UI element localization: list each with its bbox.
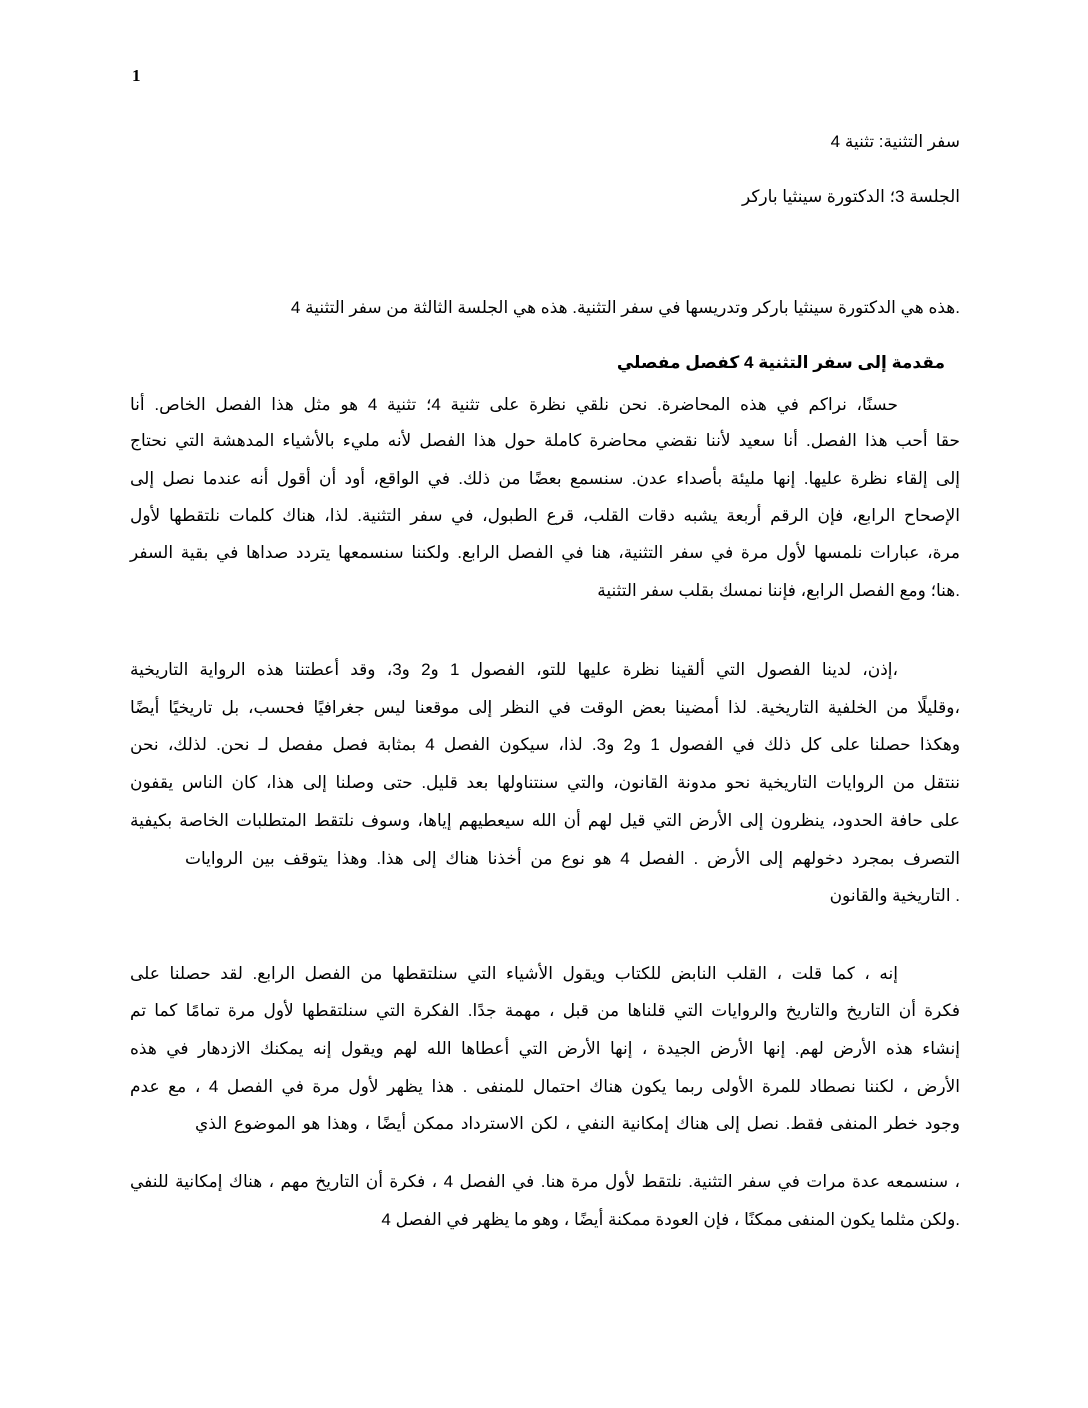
paragraph-line: .هنا؛ ومع الفصل الرابع، فإننا نمسك بقلب سفر التثنية [597, 581, 960, 600]
section-heading: مقدمة إلى سفر التثنية 4 كفصل مفصلي [616, 353, 945, 372]
paragraph-line: الأرض ، لكننا نصطاد للمرة الأولى ربما يكون هناك احتمال للمنفى . هذا يظهر لأول مرة في الفصل 4 ، مع عدم [130, 1077, 960, 1096]
paragraph-line: وجود خطر المنفى فقط. نصل إلى هناك إمكانية النفي ، لكن الاسترداد ممكن أيضًا ، وهذا هو الموضوع الذي [195, 1114, 960, 1133]
paragraph-line: الإصحاح الرابع، فإن الرقم أربعة يشبه دقات القلب، قرع الطبول، في سفر التثنية. لذا، هناك كلمات نلتقطها لأول [130, 506, 960, 525]
paragraph-line: إنشاء هذه الأرض لهم. إنها الأرض الجيدة ، إنها الأرض التي أعطاها الله لهم ويقول إنه يمكنك الازدهار في هذه [130, 1039, 960, 1058]
paragraph-line: إلى إلقاء نظرة عليها. إنها مليئة بأصداء عدن. سنسمع بعضًا من ذلك. في الواقع، أود أن أقول أنه عندما نصل إلى [130, 469, 960, 488]
paragraph-line: .ولكن مثلما يكون المنفى ممكنًا ، فإن العودة ممكنة أيضًا ، وهو ما يظهر في الفصل 4 [381, 1210, 960, 1229]
paragraph-line: فكرة أن التاريخ والتاريخ والروايات التي قلناها من قبل ، مهمة جدًا. الفكرة التي سنلتقطها لأول مرة تمامًا كما تم [130, 1001, 960, 1020]
paragraph-line: حقا أحب هذا الفصل. أنا سعيد لأننا نقضي محاضرة كاملة حول هذا الفصل لأنه مليء بالأشياء المدهشة التي نحتاج [130, 431, 960, 450]
paragraph-line: ،إذن، لدينا الفصول التي ألقينا نظرة عليها للتو، الفصول 1 و2 و3، وقد أعطتنا هذه الرواية التاريخية [130, 660, 898, 679]
paragraph-line: ،وقليلًا من الخلفية التاريخية. لذا أمضينا بعض الوقت في النظر إلى موقعنا ليس جغرافيًا فحسب، بل تاريخيًا أيضًا [130, 698, 960, 717]
paragraph-line: على حافة الحدود، ينظرون إلى الأرض التي قيل لهم أن الله سيعطيهم إياها، وسوف نلتقط المتطلبات الخاصة بكيفية [130, 811, 960, 830]
page-number: 1 [132, 66, 141, 85]
paragraph-line: وهكذا حصلنا على كل ذلك في الفصول 1 و2 و3. لذا، سيكون الفصل 4 بمثابة فصل مفصل لـ نحن. لذلك، نحن [130, 735, 961, 754]
document-subtitle: الجلسة 3؛ الدكتورة سينثيا باركر [741, 187, 960, 206]
paragraph-line: التصرف بمجرد دخولهم إلى الأرض . الفصل 4 هو نوع من أخذنا هناك إلى هذا. وهذا يتوقف بين الروايات [185, 849, 960, 868]
intro-sentence: .هذه هي الدكتورة سينثيا باركر وتدريسها في سفر التثنية. هذه هي الجلسة الثالثة من سفر التثنية 4 [290, 298, 960, 317]
paragraph-line: حسنًا، نراكم في هذه المحاضرة. نحن نلقي نظرة على تثنية 4؛ تثنية 4 هو مثل هذا الفصل الخاص. أنا [130, 395, 898, 414]
paragraph-line: . التاريخية والقانون [829, 886, 960, 905]
paragraph-line: إنه ، كما قلت ، القلب النابض للكتاب ويقول الأشياء التي سنلتقطها من الفصل الرابع. لقد حصلنا على [130, 964, 898, 983]
document-title: سفر التثنية: تثنية 4 [830, 132, 960, 151]
paragraph-line: ، سنسمعه عدة مرات في سفر التثنية. نلتقط لأول مرة هنا. في الفصل 4 ، فكرة أن التاريخ مهم ، هناك إمكانية للنفي [130, 1172, 960, 1191]
paragraph-line: مرة، عبارات نلمسها لأول مرة في سفر التثنية، هنا في الفصل الرابع. ولكننا سنسمعها يتردد صداها في بقية السفر [130, 543, 960, 562]
paragraph-line: ننتقل من الروايات التاريخية نحو مدونة القانون، والتي سنتناولها بعد قليل. حتى وصلنا إلى هذا، كان الناس يقفون [130, 773, 960, 792]
